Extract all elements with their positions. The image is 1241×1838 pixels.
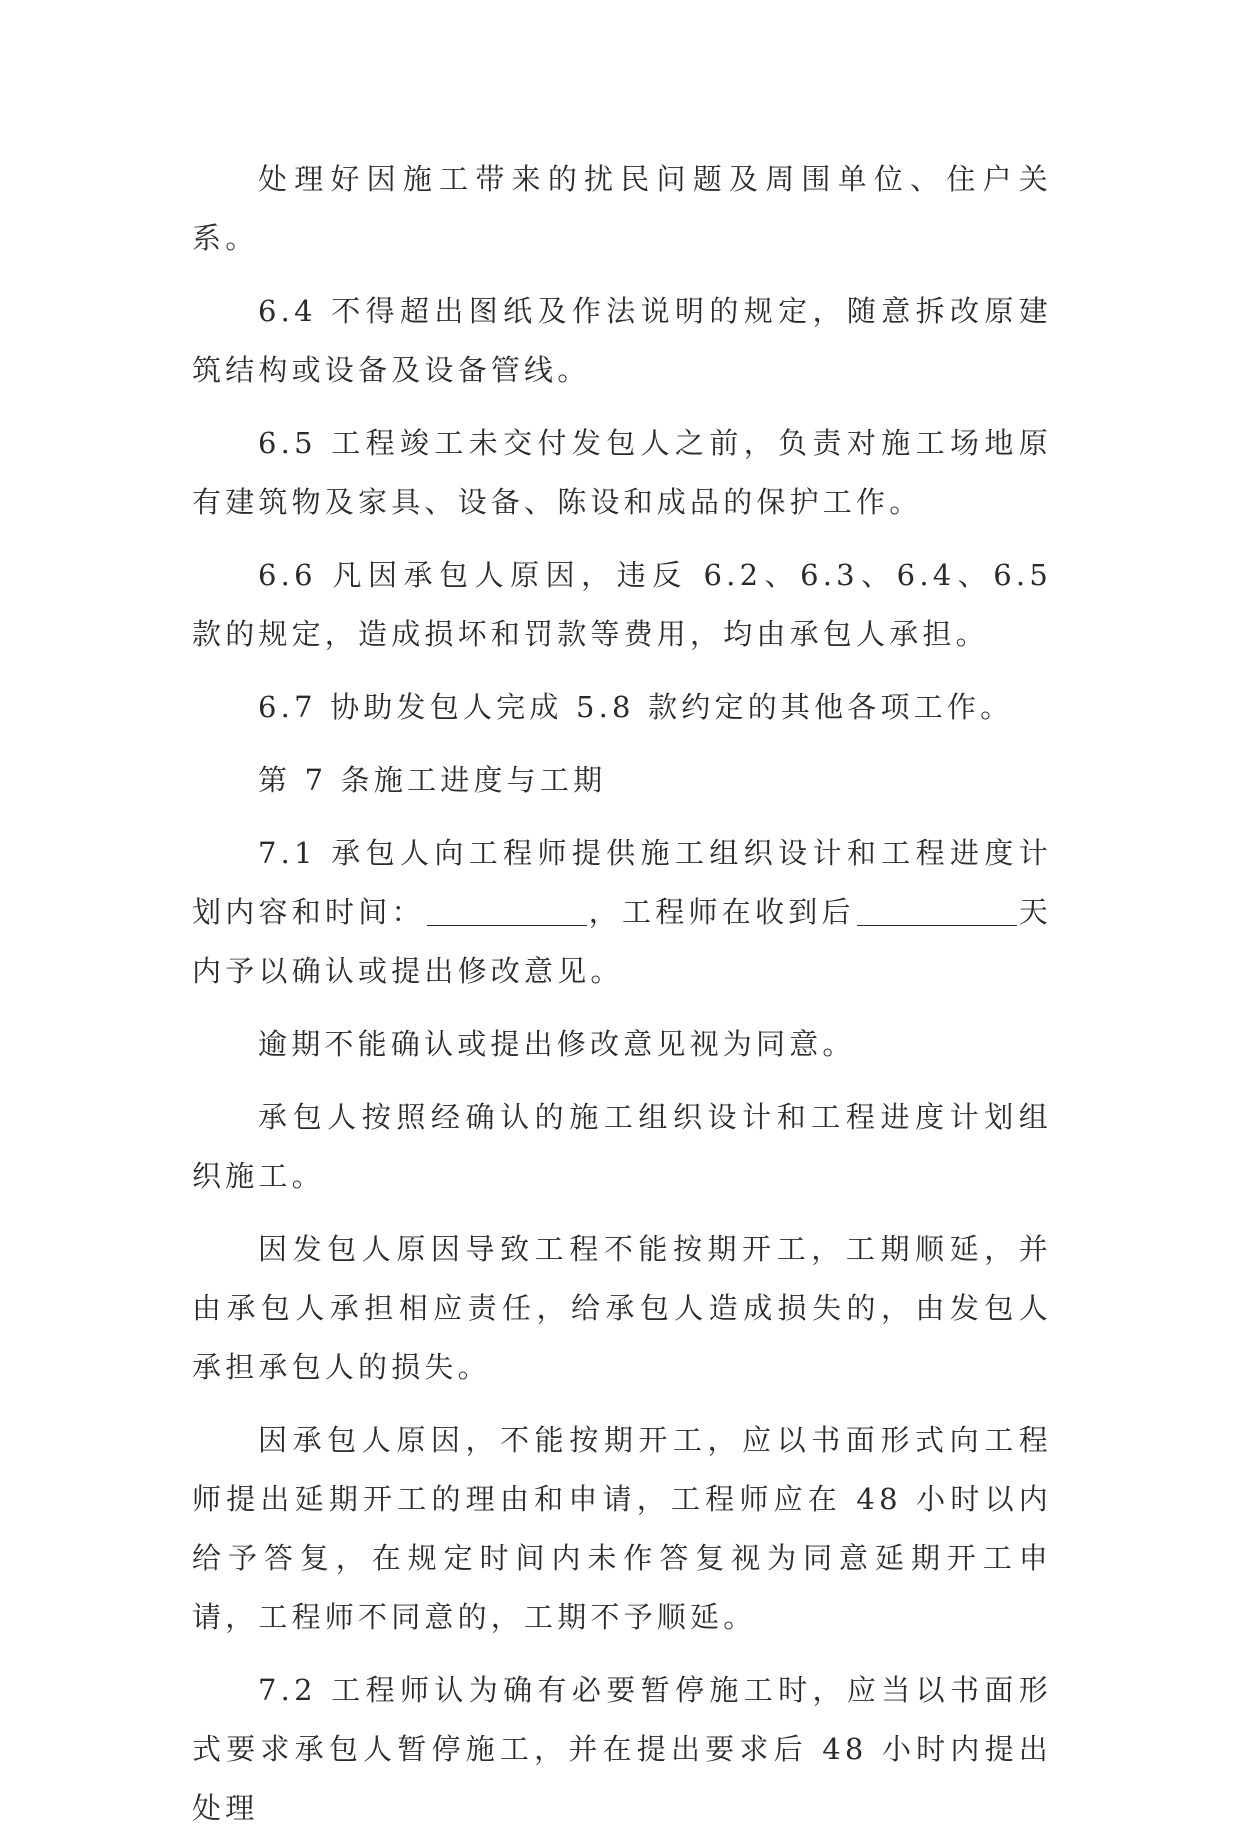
- paragraph-7-1: [192, 824, 1052, 1001]
- section-heading-article-7: 第 7 条施工进度与工期: [258, 763, 607, 797]
- paragraph-7-1-part3: 天内予以确认或提出修改意见。: [192, 895, 1052, 988]
- paragraph-6-4: 6.4 不得超出图纸及作法说明的规定，随意拆改原建筑结构或设备及设备管线。: [192, 294, 1052, 387]
- blank-confirm-days: [857, 895, 1017, 926]
- paragraph-6-7: 6.7 协助发包人完成 5.8 款约定的其他各项工作。: [258, 690, 1014, 724]
- blank-schedule-time: [427, 895, 587, 926]
- paragraph-organize-construction: 承包人按照经确认的施工组织设计和工程进度计划组织施工。: [192, 1100, 1052, 1193]
- paragraph-7-2: 7.2 工程师认为确有必要暂停施工时，应当以书面形式要求承包人暂停施工，并在提出要求后 48 小时内提出处理: [192, 1673, 1052, 1825]
- paragraph-6-5: 6.5 工程竣工未交付发包人之前，负责对施工场地原有建筑物及家具、设备、陈设和成品的保护工作。: [192, 426, 1052, 519]
- paragraph-7-1-part1: 7.1 承包人向工程师提供施工组织设计和工程进度计划内容和时间：: [192, 836, 1052, 929]
- paragraph-overdue-consent: 逾期不能确认或提出修改意见视为同意。: [258, 1027, 856, 1061]
- paragraph-contractor-delay: 因承包人原因，不能按期开工，应以书面形式向工程师提出延期开工的理由和申请，工程师应在 48 小时以内给予答复，在规定时间内未作答复视为同意延期开工申请，工程师不同意的，工期不予顺延。: [192, 1423, 1052, 1634]
- paragraph-employer-delay: 因发包人原因导致工程不能按期开工，工期顺延，并由承包人承担相应责任，给承包人造成损失的，由发包人承担承包人的损失。: [192, 1232, 1052, 1384]
- paragraph-6-6: 6.6 凡因承包人原因，违反 6.2、6.3、6.4、6.5 款的规定，造成损坏和罚款等费用，均由承包人承担。: [192, 558, 1052, 651]
- paragraph-neighbor-relations: 处理好因施工带来的扰民问题及周围单位、住户关系。: [192, 162, 1052, 255]
- paragraph-7-1-part2: ，工程师在收到后: [588, 895, 855, 929]
- contract-text: [192, 150, 1052, 1838]
